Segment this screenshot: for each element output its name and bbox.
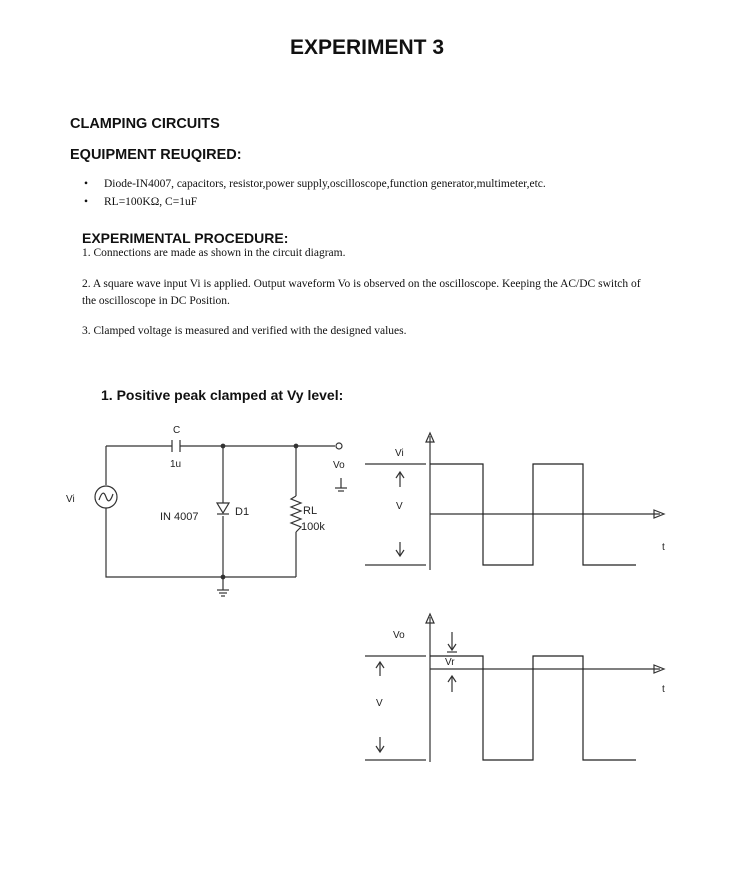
- capacitor-symbol: [172, 440, 180, 452]
- input-wave-label: Vi: [395, 448, 404, 459]
- output-terminal: [336, 443, 342, 449]
- bullet-dot: •: [84, 178, 89, 190]
- output-label: Vo: [333, 460, 345, 471]
- procedure-step: 2. A square wave input Vi is applied. Output waveform Vo is observed on the oscilloscope. Keeping the AC/DC switch of the oscilloscope in DC Position.: [82, 278, 641, 307]
- page-title: EXPERIMENT 3: [289, 36, 445, 59]
- equipment-heading: EQUIPMENT REUQIRED:: [70, 147, 242, 163]
- output-wave-label: Vo: [393, 630, 405, 641]
- output-ground-symbol: [335, 478, 347, 491]
- resistor-symbol: [291, 496, 301, 532]
- circuit-diagram: [66, 425, 347, 596]
- ac-source-symbol: [95, 486, 117, 508]
- output-ref-label: Vr: [445, 657, 455, 668]
- input-waveform-plot: [365, 433, 665, 570]
- section-heading: CLAMPING CIRCUITS: [70, 116, 220, 132]
- input-amplitude-label: V: [396, 501, 403, 512]
- capacitor-value: 1u: [170, 459, 182, 470]
- ground-symbol: [217, 577, 229, 596]
- diode-label: D1: [235, 506, 250, 518]
- source-label: Vi: [66, 494, 75, 505]
- resistor-label: RL: [303, 505, 318, 517]
- input-time-label: t: [662, 542, 665, 553]
- left-wire: [106, 446, 296, 577]
- junction-dot: [221, 444, 225, 448]
- diode-part-label: IN 4007: [160, 511, 199, 523]
- output-amplitude-label: V: [376, 698, 383, 709]
- bullet-dot: •: [84, 196, 89, 208]
- output-waveform-plot: [365, 614, 665, 762]
- diode-symbol: [217, 503, 229, 514]
- resistor-value: 100k: [301, 521, 325, 533]
- capacitor-label: C: [173, 425, 181, 436]
- input-amplitude-marker: [365, 464, 426, 565]
- figure-title: 1. Positive peak clamped at Vy level:: [101, 387, 344, 403]
- procedure-heading: EXPERIMENTAL PROCEDURE:: [82, 230, 289, 246]
- procedure-step: 3. Clamped voltage is measured and verified with the designed values.: [82, 325, 407, 337]
- output-time-label: t: [662, 684, 665, 695]
- output-amplitude-marker: [365, 656, 426, 760]
- junction-dot: [294, 444, 298, 448]
- equipment-item-text: Diode-IN4007, capacitors, resistor,power supply,oscilloscope,function generator,multimeter,etc.: [104, 178, 546, 190]
- equipment-item-text: RL=100KΩ, C=1uF: [104, 196, 198, 208]
- procedure-step: 1. Connections are made as shown in the circuit diagram.: [82, 247, 346, 259]
- output-square-wave: [430, 656, 636, 760]
